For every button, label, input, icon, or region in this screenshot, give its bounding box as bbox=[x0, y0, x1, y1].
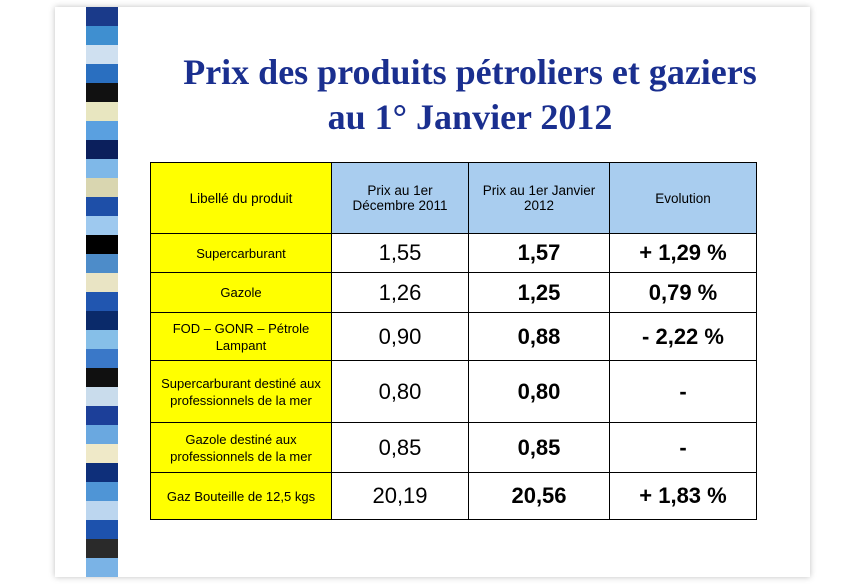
table-row bbox=[151, 423, 757, 473]
product-label: Supercarburant destiné aux professionnels de la mer bbox=[151, 361, 332, 423]
stripe-block bbox=[86, 482, 118, 501]
price-evolution: + 1,29 % bbox=[610, 234, 757, 273]
slide-title bbox=[120, 50, 820, 140]
table-row bbox=[151, 273, 757, 313]
table-row bbox=[151, 234, 757, 273]
price-january: 1,25 bbox=[469, 273, 610, 313]
price-december: 0,80 bbox=[332, 361, 469, 423]
stripe-block bbox=[86, 7, 118, 26]
price-january: 1,57 bbox=[469, 234, 610, 273]
product-label: FOD – GONR – Pétrole Lampant bbox=[151, 313, 332, 361]
table-row bbox=[151, 361, 757, 423]
stripe-block bbox=[86, 425, 118, 444]
stripe-block bbox=[86, 368, 118, 387]
stripe-block bbox=[86, 330, 118, 349]
header-prix-decembre: Prix au 1er Décembre 2011 bbox=[332, 163, 469, 234]
table-row bbox=[151, 473, 757, 520]
stripe-block bbox=[86, 102, 118, 121]
header-row bbox=[151, 163, 757, 234]
product-label: Supercarburant bbox=[151, 234, 332, 273]
stripe-block bbox=[86, 520, 118, 539]
price-evolution: - bbox=[610, 361, 757, 423]
price-evolution: - 2,22 % bbox=[610, 313, 757, 361]
title-line-2: au 1° Janvier 2012 bbox=[327, 97, 613, 137]
price-january: 0,85 bbox=[469, 423, 610, 473]
price-evolution: - bbox=[610, 423, 757, 473]
price-december: 1,55 bbox=[332, 234, 469, 273]
stripe-block bbox=[86, 64, 118, 83]
price-december: 1,26 bbox=[332, 273, 469, 313]
stripe-block bbox=[86, 349, 118, 368]
header-evolution: Evolution bbox=[610, 163, 757, 234]
stripe-block bbox=[86, 26, 118, 45]
stripe-block bbox=[86, 311, 118, 330]
stripe-block bbox=[86, 444, 118, 463]
price-table bbox=[150, 162, 757, 520]
stripe-block bbox=[86, 159, 118, 178]
stripe-block bbox=[86, 292, 118, 311]
stripe-block bbox=[86, 406, 118, 425]
price-january: 0,80 bbox=[469, 361, 610, 423]
stripe-block bbox=[86, 539, 118, 558]
stripe-block bbox=[86, 216, 118, 235]
table-row bbox=[151, 313, 757, 361]
price-december: 0,85 bbox=[332, 423, 469, 473]
price-december: 20,19 bbox=[332, 473, 469, 520]
stripe-block bbox=[86, 197, 118, 216]
price-december: 0,90 bbox=[332, 313, 469, 361]
title-line-1: Prix des produits pétroliers et gaziers bbox=[183, 52, 757, 92]
stripe-block bbox=[86, 45, 118, 64]
header-libelle: Libellé du produit bbox=[151, 163, 332, 234]
stripe-block bbox=[86, 254, 118, 273]
stripe-block bbox=[86, 501, 118, 520]
price-january: 0,88 bbox=[469, 313, 610, 361]
stripe-block bbox=[86, 273, 118, 292]
stripe-block bbox=[86, 235, 118, 254]
stripe-block bbox=[86, 140, 118, 159]
stripe-block bbox=[86, 558, 118, 577]
price-evolution: + 1,83 % bbox=[610, 473, 757, 520]
product-label: Gaz Bouteille de 12,5 kgs bbox=[151, 473, 332, 520]
header-prix-janvier: Prix au 1er Janvier 2012 bbox=[469, 163, 610, 234]
stripe-block bbox=[86, 121, 118, 140]
product-label: Gazole destiné aux professionnels de la mer bbox=[151, 423, 332, 473]
stripe-block bbox=[86, 83, 118, 102]
stripe-block bbox=[86, 178, 118, 197]
stripe-block bbox=[86, 463, 118, 482]
product-label: Gazole bbox=[151, 273, 332, 313]
decorative-stripe bbox=[86, 7, 118, 577]
price-january: 20,56 bbox=[469, 473, 610, 520]
stripe-block bbox=[86, 387, 118, 406]
price-evolution: 0,79 % bbox=[610, 273, 757, 313]
